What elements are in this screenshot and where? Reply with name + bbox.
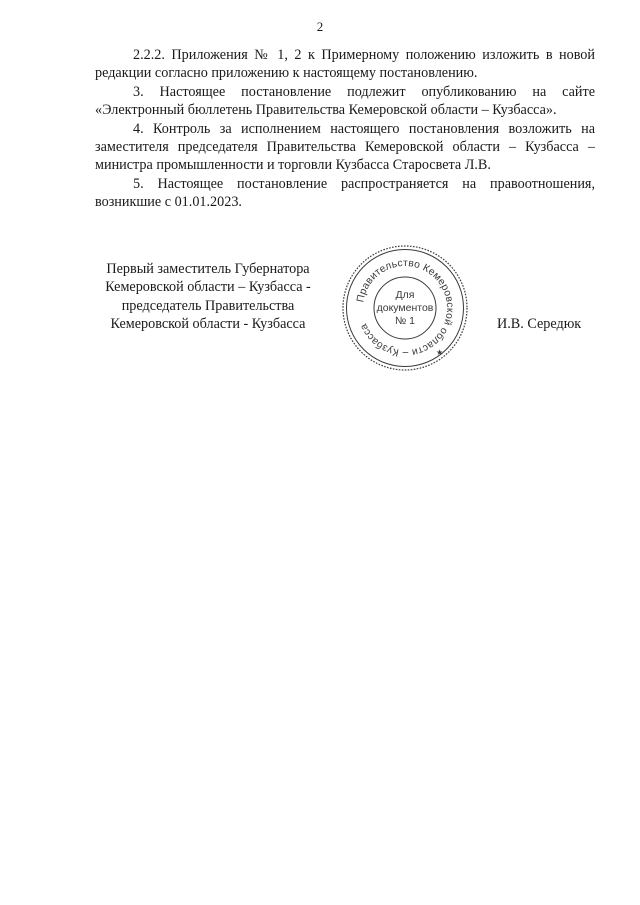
- signatory-title: [78, 260, 338, 334]
- paragraph-4: 4. Контроль за исполнением настоящего постановления возложить на заместителя председателя Правительства Кемеровской области – Кузбасса – министра промышленности и торговли Кузбасса Старосвета Л.В.: [95, 120, 595, 174]
- paragraph-2-2-2: 2.2.2. Приложения № 1, 2 к Примерному положению изложить в новой редакции согласно приложению к настоящему постановлению.: [95, 47, 595, 82]
- signatory-title-line: Кемеровской области – Кузбасса -: [105, 279, 311, 296]
- signatory-title-line: председатель Правительства: [121, 297, 295, 314]
- signer-name: И.В. Середюк: [497, 316, 582, 332]
- seal-center-line: № 1: [394, 315, 416, 327]
- paragraph-3: 3. Настоящее постановление подлежит опубликованию на сайте «Электронный бюллетень Правительства Кемеровской области – Кузбасса».: [95, 83, 595, 119]
- seal-center-line: Для: [395, 289, 415, 301]
- document-body: [95, 46, 595, 212]
- signatory-title-line: Первый заместитель Губернатора: [106, 261, 310, 277]
- seal-star-icon: ★: [436, 348, 444, 357]
- seal-ring-text: Правительство Кемеровской области – Кузбасса: [355, 257, 456, 359]
- paragraph-5: 5. Настоящее постановление распространяется на правоотношения, возникшие с 01.01.2023.: [95, 175, 595, 211]
- official-seal: [340, 243, 470, 373]
- signatory-title-line: Кемеровской области - Кузбасса: [110, 316, 306, 333]
- page-number: 2: [316, 19, 324, 34]
- seal-icon: [340, 243, 470, 373]
- seal-center-line: документов: [376, 302, 434, 314]
